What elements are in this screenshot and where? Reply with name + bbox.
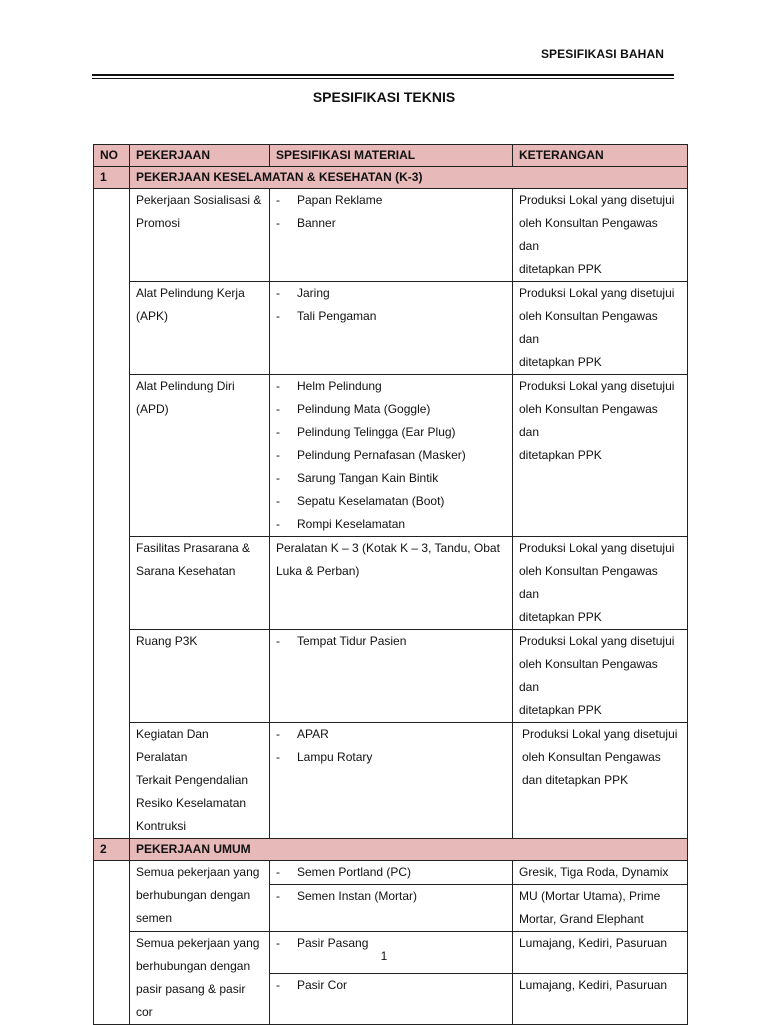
- cell-text: oleh Konsultan Pengawas dan: [519, 402, 658, 439]
- cell-text: Terkait Pengendalian: [136, 773, 249, 787]
- bullet-text: Pelindung Telingga (Ear Plug): [297, 425, 456, 439]
- bullet-item: [276, 212, 506, 235]
- cell-text: oleh Konsultan Pengawas dan: [519, 657, 658, 694]
- bullet-dash: -: [276, 402, 280, 416]
- material-cell: [270, 630, 513, 723]
- bullet-text: Papan Reklame: [297, 193, 383, 207]
- bullet-dash: -: [276, 750, 280, 764]
- bullet-dash: -: [276, 448, 280, 462]
- bullet-item: [276, 723, 506, 746]
- cell-text: MU (Mortar Utama), Prime: [519, 889, 661, 903]
- keterangan-cell: [513, 974, 688, 1025]
- cell-text: oleh Konsultan Pengawas dan: [519, 564, 658, 601]
- keterangan-cell: [513, 537, 688, 630]
- bullet-text: Pelindung Pernafasan (Masker): [297, 448, 466, 462]
- bullet-item: [276, 375, 506, 398]
- cell-text: Luka & Perban): [276, 564, 360, 578]
- bullet-item: [276, 885, 506, 908]
- bullet-text: APAR: [297, 727, 329, 741]
- cell-text: Promosi: [136, 216, 181, 230]
- pekerjaan-cell: [130, 861, 270, 932]
- cell-text: Produksi Lokal yang disetujui: [519, 193, 675, 207]
- bullet-dash: -: [276, 309, 280, 323]
- table-row: [94, 861, 688, 885]
- pekerjaan-cell: [130, 537, 270, 630]
- bullet-dash: -: [276, 889, 280, 903]
- bullet-text: Semen Portland (PC): [297, 865, 412, 879]
- cell-text: Produksi Lokal yang disetujui: [522, 727, 678, 741]
- material-cell: [270, 189, 513, 282]
- bullet-item: [276, 513, 506, 536]
- no-cell-empty: [94, 189, 130, 839]
- pekerjaan-cell: [130, 630, 270, 723]
- cell-text: oleh Konsultan Pengawas dan: [519, 309, 658, 346]
- section-title: PEKERJAAN KESELAMATAN & KESEHATAN (K-3): [130, 167, 688, 189]
- bullet-text: Pasir Cor: [297, 978, 348, 993]
- cell-text: Alat Pelindung Kerja: [136, 286, 245, 300]
- material-cell: [270, 282, 513, 375]
- cell-text: Lumajang, Kediri, Pasuruan: [519, 936, 668, 950]
- bullet-text: Tali Pengaman: [297, 309, 377, 323]
- cell-text: Produksi Lokal yang disetujui: [519, 379, 675, 393]
- bullet-dash: -: [276, 379, 280, 393]
- bullet-dash: -: [276, 936, 280, 950]
- header-rule-thin: [92, 78, 674, 79]
- bullet-item: [276, 444, 506, 467]
- document-header-label: SPESIFIKASI BAHAN: [540, 47, 664, 61]
- table-row: [94, 630, 688, 723]
- bullet-dash: -: [276, 517, 280, 531]
- cell-text: Mortar, Grand Elephant: [519, 912, 644, 926]
- table-row: [94, 375, 688, 537]
- table-row: [94, 189, 688, 282]
- keterangan-cell: [513, 630, 688, 723]
- bullet-text: Pelindung Mata (Goggle): [297, 402, 431, 416]
- keterangan-cell: [513, 282, 688, 375]
- cell-text: Produksi Lokal yang disetujui: [519, 634, 675, 648]
- bullet-dash: -: [276, 286, 280, 300]
- cell-text: Produksi Lokal yang disetujui: [519, 286, 675, 300]
- pekerjaan-cell: [130, 375, 270, 537]
- cell-text: Sarana Kesehatan: [136, 564, 236, 578]
- keterangan-cell: [513, 885, 688, 932]
- cell-text: Semua pekerjaan yang: [136, 936, 260, 950]
- bullet-dash: -: [276, 865, 280, 879]
- bullet-dash: -: [276, 634, 280, 648]
- spec-table: [93, 144, 688, 1025]
- bullet-dash: -: [276, 727, 280, 741]
- keterangan-cell: [513, 375, 688, 537]
- bullet-text: Rompi Keselamatan: [297, 517, 406, 531]
- bullet-text: Banner: [297, 216, 336, 230]
- cell-text: dan ditetapkan PPK: [522, 773, 629, 787]
- bullet-text: Sarung Tangan Kain Bintik: [297, 471, 439, 485]
- bullet-item: [276, 398, 506, 421]
- bullet-text: Sepatu Keselamatan (Boot): [297, 494, 445, 508]
- material-cell: [270, 375, 513, 537]
- cell-text: Pekerjaan Sosialisasi &: [136, 193, 262, 207]
- material-cell: [270, 723, 513, 839]
- section-number: 2: [94, 839, 130, 861]
- bullet-dash: -: [276, 978, 280, 993]
- cell-text: oleh Konsultan Pengawas dan: [519, 216, 658, 253]
- cell-text: Ruang P3K: [136, 634, 198, 648]
- cell-text: Produksi Lokal yang disetujui: [519, 541, 675, 555]
- bullet-item: [276, 630, 506, 653]
- bullet-text: Tempat Tidur Pasien: [297, 634, 407, 648]
- bullet-item: [276, 305, 506, 328]
- bullet-item: [276, 189, 506, 212]
- page-number: 1: [380, 949, 388, 963]
- bullet-dash: -: [276, 193, 280, 207]
- cell-text: Kontruksi: [136, 819, 187, 833]
- bullet-text: Jaring: [297, 286, 330, 300]
- bullet-item: [276, 282, 506, 305]
- keterangan-cell: [513, 189, 688, 282]
- cell-text: berhubungan dengan: [136, 959, 251, 973]
- section-row: [94, 839, 688, 861]
- bullet-text: Helm Pelindung: [297, 379, 382, 393]
- pekerjaan-cell: [130, 932, 270, 1025]
- bullet-item: [276, 421, 506, 444]
- section-number: 1: [94, 167, 130, 189]
- cell-text: (APD): [136, 402, 169, 416]
- bullet-item: [276, 746, 506, 769]
- table-row: [94, 282, 688, 375]
- bullet-text: Pasir Pasang: [297, 936, 369, 950]
- bullet-text: Lampu Rotary: [297, 750, 373, 764]
- keterangan-cell: [513, 861, 688, 885]
- material-cell: [270, 537, 513, 630]
- section-title: PEKERJAAN UMUM: [130, 839, 688, 861]
- column-header-pekerjaan: PEKERJAAN: [130, 145, 270, 167]
- pekerjaan-cell: [130, 723, 270, 839]
- material-cell: [270, 885, 513, 932]
- cell-text: Alat Pelindung Diri: [136, 379, 235, 393]
- cell-text: ditetapkan PPK: [519, 703, 602, 717]
- cell-text: Resiko Keselamatan: [136, 796, 247, 810]
- table-row: [94, 537, 688, 630]
- cell-text: ditetapkan PPK: [519, 262, 602, 276]
- cell-text: semen: [136, 911, 173, 925]
- no-cell-empty: [94, 861, 130, 1025]
- page-title: SPESIFIKASI TEKNIS: [312, 89, 456, 105]
- bullet-dash: -: [276, 494, 280, 508]
- bullet-text: Semen Instan (Mortar): [297, 889, 418, 903]
- cell-text: Fasilitas Prasarana &: [136, 541, 251, 555]
- cell-text: ditetapkan PPK: [519, 610, 602, 624]
- column-header-keterangan: KETERANGAN: [513, 145, 688, 167]
- cell-text: ditetapkan PPK: [519, 448, 602, 462]
- material-cell: [270, 861, 513, 885]
- bullet-item: [276, 974, 506, 997]
- cell-text: (APK): [136, 309, 169, 323]
- cell-text: pasir pasang & pasir cor: [136, 982, 246, 1019]
- cell-text: Semua pekerjaan yang: [136, 865, 260, 879]
- bullet-dash: -: [276, 471, 280, 485]
- cell-text: ditetapkan PPK: [519, 355, 602, 369]
- cell-text: Kegiatan Dan Peralatan: [136, 727, 209, 764]
- cell-text: oleh Konsultan Pengawas: [522, 750, 661, 764]
- cell-text: berhubungan dengan: [136, 888, 251, 902]
- table-row: [94, 723, 688, 839]
- column-header-material: SPESIFIKASI MATERIAL: [270, 145, 513, 167]
- bullet-dash: -: [276, 216, 280, 230]
- section-row: [94, 167, 688, 189]
- keterangan-cell: [513, 723, 688, 839]
- cell-text: Lumajang, Kediri, Pasuruan: [519, 978, 668, 993]
- column-header-no: NO: [94, 145, 130, 167]
- material-cell: [270, 974, 513, 1025]
- pekerjaan-cell: [130, 189, 270, 282]
- bullet-item: [276, 861, 506, 884]
- bullet-item: [276, 467, 506, 490]
- pekerjaan-cell: [130, 282, 270, 375]
- cell-text: Gresik, Tiga Roda, Dynamix: [519, 865, 669, 879]
- cell-text: Peralatan K – 3 (Kotak K – 3, Tandu, Obat: [276, 541, 500, 555]
- bullet-item: [276, 490, 506, 513]
- bullet-dash: -: [276, 425, 280, 439]
- table-header-row: [94, 145, 688, 167]
- header-rule-thick: [92, 74, 674, 76]
